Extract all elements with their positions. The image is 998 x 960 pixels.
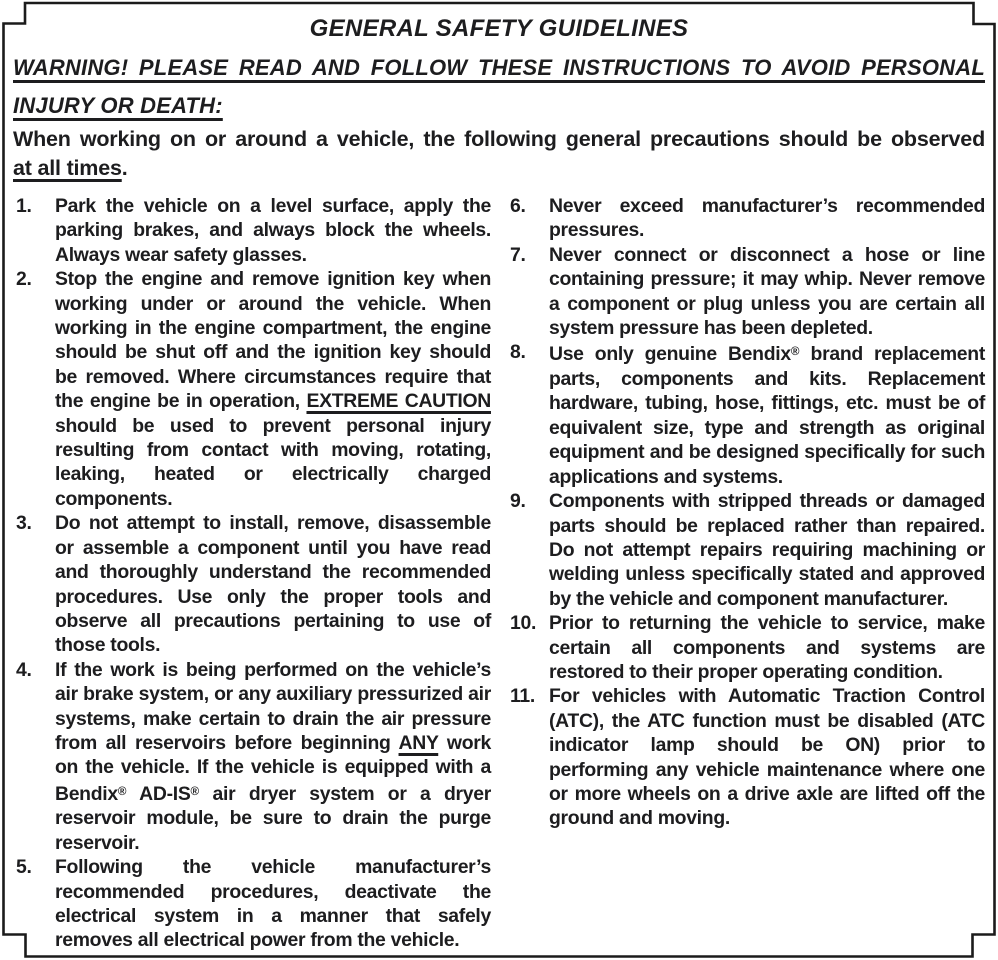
guideline-text-segment: should be used to prevent personal injury resulting from contact with moving, rotating, leaking, heated or electrically charged components. [55, 414, 491, 510]
guideline-text-segment: Use only genuine Bendix [549, 343, 791, 366]
guideline-text [55, 511, 491, 657]
guidelines-left-column [13, 194, 491, 953]
guideline-text [55, 855, 491, 953]
guideline-text [549, 340, 985, 489]
guideline-number: 6. [510, 195, 526, 217]
guidelines-right-column [507, 194, 985, 953]
guideline-number: 2. [16, 268, 32, 291]
guideline-item [507, 611, 985, 684]
guideline-text-segment: Following the vehicle manufacturer’s recommended procedures, deactivate the electrical system in a manner that safely removes all electrical power from the vehicle. [55, 856, 491, 952]
guideline-number: 5. [16, 856, 32, 879]
guideline-number: 3. [16, 512, 32, 535]
intro-text-underlined: at all times [13, 156, 122, 180]
guideline-number: 10. [510, 612, 537, 635]
guideline-number: 7. [510, 243, 526, 266]
guideline-item [13, 511, 491, 657]
guideline-text [549, 611, 985, 684]
guideline-item [507, 194, 985, 243]
guideline-text-segment: Park the vehicle on a level surface, apply the parking brakes, and always block the wheels. Always wear safety glasses. [55, 195, 491, 266]
guideline-item [13, 267, 491, 511]
guideline-text-underlined: ANY [398, 731, 439, 754]
guideline-text-segment: work on the vehicle. If the vehicle is equipped with a Bendix [55, 731, 491, 805]
guidelines-columns [13, 194, 985, 953]
registered-trademark-symbol: ® [117, 784, 127, 798]
guideline-text [549, 489, 985, 611]
guideline-text-segment: Prior to returning the vehicle to service, make certain all components and systems are restored to their proper operating condition. [549, 612, 985, 683]
intro-text-before: When working on or around a vehicle, the following general precautions should be observed [13, 127, 985, 151]
guideline-text [549, 194, 985, 243]
guideline-item [13, 658, 491, 855]
guideline-text-segment: Never exceed manufacturer’s recommended pressures. [549, 195, 985, 242]
guideline-text [55, 194, 491, 267]
guideline-text-segment: AD-IS [126, 782, 191, 805]
guideline-item [13, 194, 491, 267]
warning-heading: WARNING! PLEASE READ AND FOLLOW THESE INSTRUCTIONS TO AVOID PERSONAL INJURY OR DEATH: [13, 55, 985, 118]
guideline-number: 8. [510, 341, 526, 364]
intro-text-emphasis-group [13, 156, 128, 180]
guideline-text-segment: air dryer system or a dryer reservoir module, be sure to drain the purge reservoir. [55, 782, 492, 854]
guideline-item [507, 489, 985, 611]
intro-text [13, 125, 985, 183]
guideline-item [13, 855, 491, 953]
guideline-text-underlined: EXTREME CAUTION [306, 390, 491, 413]
registered-trademark-symbol: ® [790, 345, 800, 359]
intro-text-after: . [121, 156, 128, 180]
document-content [13, 8, 985, 953]
guideline-text [549, 243, 985, 341]
guideline-text-segment: brand replacement parts, components and kits. Replacement hardware, tubing, hose, fittings, etc. must be of equivalent size, type and strength as original equipment and be designed specifically for such applications and systems. [549, 343, 985, 488]
registered-trademark-symbol: ® [190, 784, 200, 798]
guideline-number: 4. [16, 658, 32, 681]
guideline-item [507, 340, 985, 489]
guideline-text [549, 684, 985, 830]
guideline-text [55, 658, 491, 855]
guideline-number: 9. [510, 490, 526, 513]
guideline-number: 11. [510, 685, 535, 708]
guideline-item [507, 684, 985, 830]
guideline-text-segment: Components with stripped threads or damaged parts should be replaced rather than repaired. Do not attempt repairs requiring machining or welding unless specifically stated and approved by the vehicle and component manufacturer. [549, 490, 985, 610]
guideline-text [55, 267, 491, 511]
guideline-number: 1. [16, 195, 32, 217]
guideline-text-segment: Do not attempt to install, remove, disassemble or assemble a component until you have read and thoroughly understand the recommended procedures. Use only the proper tools and observe all precautions pertaining to use of those tools. [55, 512, 491, 657]
guideline-text-segment: If the work is being performed on the vehicle’s air brake system, or any auxiliary pressurized air systems, make certain to drain the air pressure from all reservoirs before beginning [55, 658, 491, 754]
guideline-text-segment: Stop the engine and remove ignition key when working under or around the vehicle. When working in the engine compartment, the engine should be shut off and the ignition key should be removed. Where circumstances require that the engine be in operation, [55, 268, 491, 413]
page-title: GENERAL SAFETY GUIDELINES [309, 15, 689, 42]
guideline-item [507, 243, 985, 341]
guideline-text-segment: For vehicles with Automatic Traction Control (ATC), the ATC function must be disabled (ATC indicator lamp should be ON) prior to performing any vehicle maintenance where one or more wheels on a drive axle are lifted off the ground and moving. [549, 685, 985, 830]
guideline-text-segment: Never connect or disconnect a hose or line containing pressure; it may whip. Never remove a component or plug unless you are certain all system pressure has been depleted. [549, 243, 985, 340]
